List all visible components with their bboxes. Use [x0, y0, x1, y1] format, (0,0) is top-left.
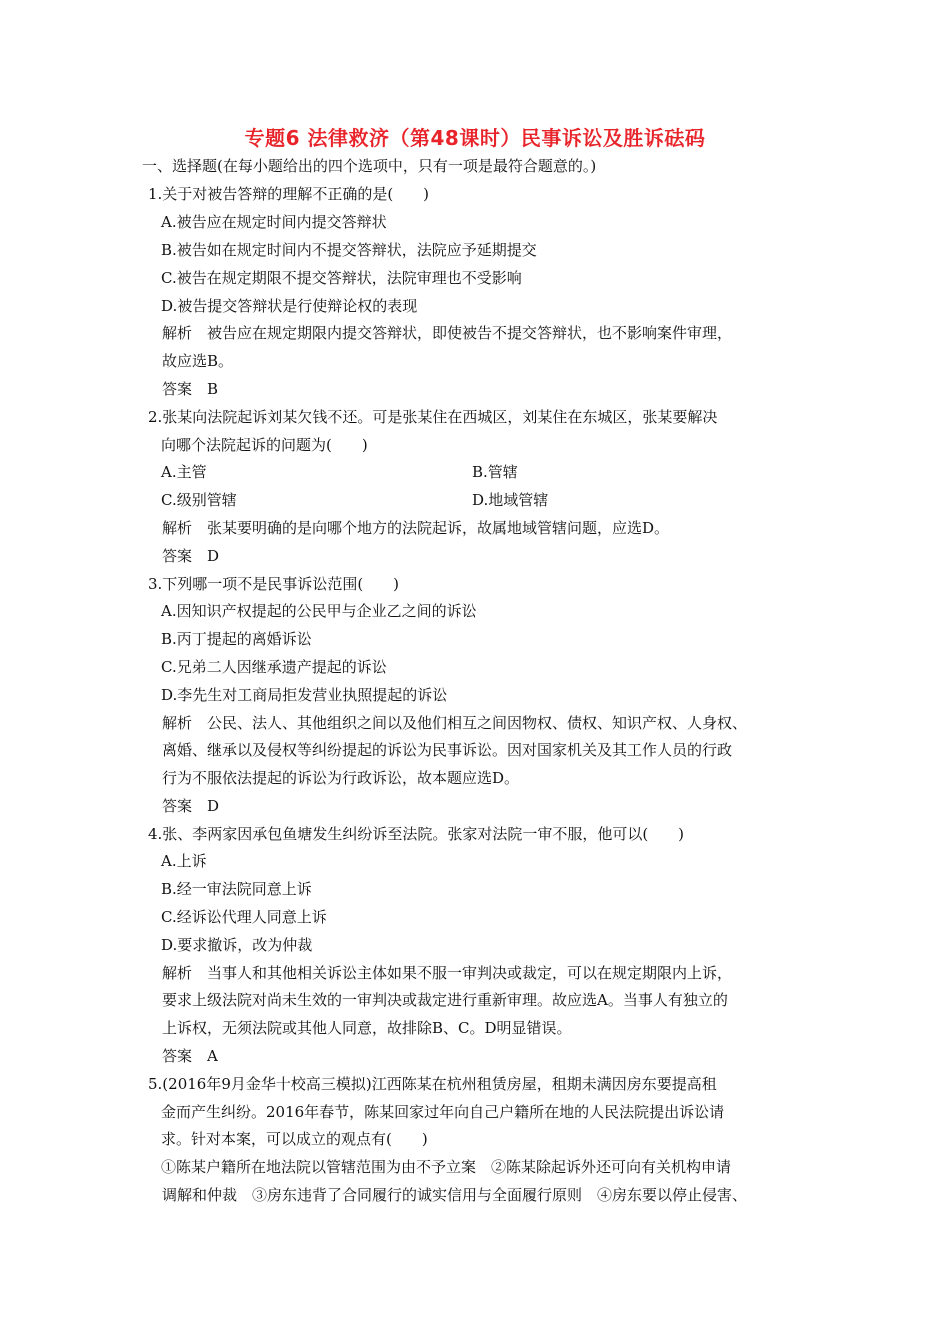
- section-heading: 一、选择题(在每小题给出的四个选项中，只有一项是最符合题意的。): [142, 157, 597, 175]
- q1-option-b: B.被告如在规定时间内不提交答辩状，法院应予延期提交: [161, 241, 537, 259]
- q4-analysis-cont-2: 上诉权，无须法院或其他人同意，故排除B、C。D明显错误。: [162, 1019, 572, 1037]
- q4-option-c: C.经诉讼代理人同意上诉: [161, 908, 327, 926]
- q5-options: ①陈某户籍所在地法院以管辖范围为由不予立案 ②陈某除起诉外还可向有关机构申请: [161, 1158, 732, 1176]
- q2-option-c: C.级别管辖: [161, 491, 237, 509]
- document-title: 专题6 法律救济（第48课时）民事诉讼及胜诉砝码: [244, 126, 706, 150]
- q1-option-a: A.被告应在规定时间内提交答辩状: [161, 213, 387, 231]
- q3-option-c: C.兄弟二人因继承遗产提起的诉讼: [161, 658, 387, 676]
- q1-answer: 答案 B: [162, 380, 219, 398]
- q3-analysis-cont-2: 行为不服依法提起的诉讼为行政诉讼，故本题应选D。: [162, 769, 520, 787]
- q4-answer: 答案 A: [162, 1047, 218, 1065]
- q3-stem: 3.下列哪一项不是民事诉讼范围( ): [148, 575, 400, 593]
- q5-stem-cont-2: 求。针对本案，可以成立的观点有( ): [161, 1130, 428, 1148]
- q5-options-cont: 调解和仲裁 ③房东违背了合同履行的诚实信用与全面履行原则 ④房东要以停止侵害、: [162, 1186, 748, 1204]
- q1-option-d: D.被告提交答辩状是行使辩论权的表现: [161, 297, 418, 315]
- q4-analysis: 解析 当事人和其他相关诉讼主体如果不服一审判决或裁定，可以在规定期限内上诉，: [162, 964, 733, 982]
- q4-option-d: D.要求撤诉，改为仲裁: [161, 936, 313, 954]
- q2-option-a: A.主管: [161, 463, 207, 481]
- q1-analysis: 解析 被告应在规定期限内提交答辩状，即使被告不提交答辩状，也不影响案件审理，: [162, 324, 733, 342]
- q1-analysis-cont: 故应选B。: [162, 352, 234, 370]
- q2-stem: 2.张某向法院起诉刘某欠钱不还。可是张某住在西城区，刘某住在东城区，张某要解决: [148, 408, 718, 426]
- q2-analysis: 解析 张某要明确的是向哪个地方的法院起诉，故属地域管辖问题，应选D。: [162, 519, 670, 537]
- q4-option-a: A.上诉: [161, 852, 207, 870]
- q2-option-b: B.管辖: [472, 463, 518, 481]
- q1-stem: 1.关于对被告答辩的理解不正确的是( ): [148, 185, 430, 203]
- q3-option-b: B.丙丁提起的离婚诉讼: [161, 630, 312, 648]
- q3-analysis-cont-1: 离婚、继承以及侵权等纠纷提起的诉讼为民事诉讼。因对国家机关及其工作人员的行政: [162, 741, 733, 759]
- q4-option-b: B.经一审法院同意上诉: [161, 880, 312, 898]
- q4-stem: 4.张、李两家因承包鱼塘发生纠纷诉至法院。张家对法院一审不服，他可以( ): [148, 825, 685, 843]
- q3-answer: 答案 D: [162, 797, 220, 815]
- q3-analysis: 解析 公民、法人、其他组织之间以及他们相互之间因物权、债权、知识产权、人身权、: [162, 714, 748, 732]
- q1-option-c: C.被告在规定期限不提交答辩状，法院审理也不受影响: [161, 269, 522, 287]
- q3-option-d: D.李先生对工商局拒发营业执照提起的诉讼: [161, 686, 448, 704]
- q2-stem-cont: 向哪个法院起诉的问题为( ): [161, 436, 368, 454]
- q2-answer: 答案 D: [162, 547, 220, 565]
- q2-option-d: D.地域管辖: [472, 491, 549, 509]
- q5-stem: 5.(2016年9月金华十校高三模拟)江西陈某在杭州租赁房屋，租期未满因房东要提高租: [148, 1075, 717, 1093]
- q4-analysis-cont-1: 要求上级法院对尚未生效的一审判决或裁定进行重新审理。故应选A。当事人有独立的: [162, 991, 728, 1009]
- q3-option-a: A.因知识产权提起的公民甲与企业乙之间的诉讼: [161, 602, 477, 620]
- q5-stem-cont-1: 金而产生纠纷。2016年春节，陈某回家过年向自己户籍所在地的人民法院提出诉讼请: [161, 1103, 725, 1121]
